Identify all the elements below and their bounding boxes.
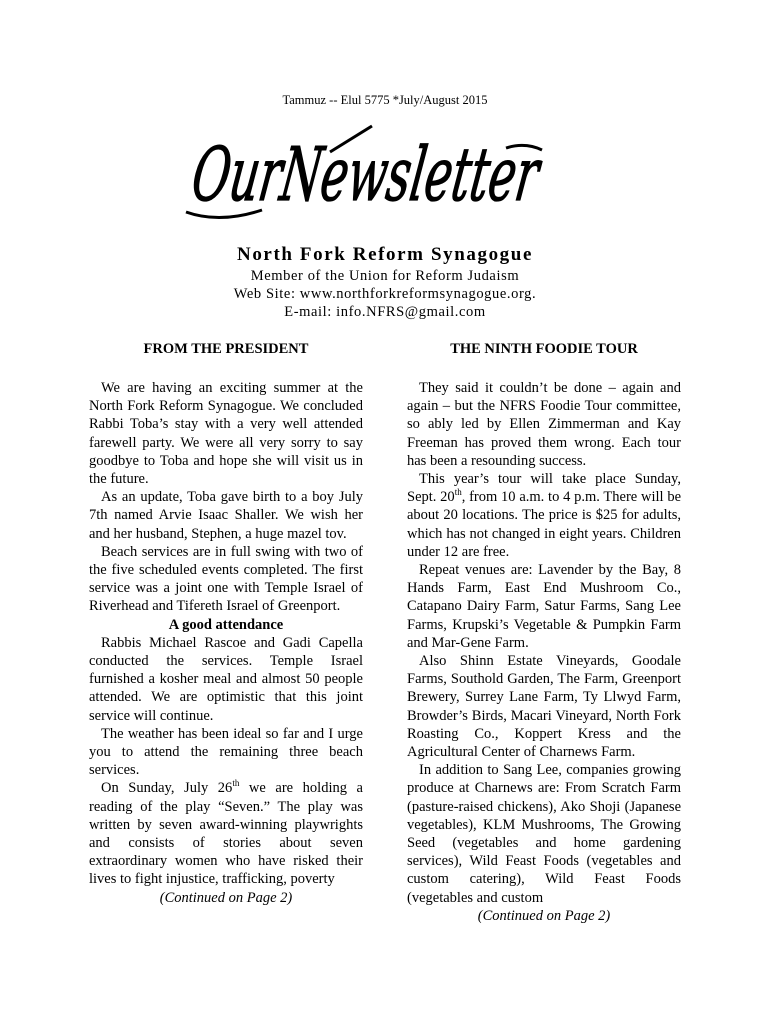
president-paragraph-1: We are having an exciting summer at the North Fork Reform Synagogue. We concluded Rabbi Toba’s stay with a very well attended farewell party. We were all very sorry to say goodbye to Toba and hope she will visit us in the future. xyxy=(89,380,363,488)
president-continued: (Continued on Page 2) xyxy=(159,889,293,906)
foodie-p2-sup: th xyxy=(454,487,462,498)
president-p6-start: On Sunday, July 26 xyxy=(101,780,233,797)
foodie-paragraph-1: They said it couldn’t be done – again and again – but the NFRS Foodie Tour committee, so ably led by Ellen Zimmerman and Kay Freeman has proved them wrong. Each tour has been a resounding success. xyxy=(407,380,681,469)
membership-line: Member of the Union for Reform Judaism xyxy=(250,268,520,284)
president-paragraph-5: The weather has been ideal so far and I urge you to attend the remaining three beach services. xyxy=(89,725,363,779)
dateline: Tammuz -- Elul 5775 *July/August 2015 xyxy=(282,93,488,107)
foodie-paragraph-3: Repeat venues are: Lavender by the Bay, 8 Hands Farm, East End Mushroom Co., Catapano Dairy Farm, Satur Farms, Sang Lee Farms, Krupski’s Vegetable & Pumpkin Farm and Mar-Gene Farm. xyxy=(407,562,681,651)
foodie-heading: THE NINTH FOODIE TOUR xyxy=(450,341,638,357)
president-column xyxy=(89,340,363,907)
president-paragraph-6 xyxy=(89,779,363,888)
foodie-paragraph-2 xyxy=(407,470,681,561)
president-paragraph-2: As an update, Toba gave birth to a boy July 7th named Arvie Isaac Shaller. We wish her and her husband, Stephen, a huge mazel tov. xyxy=(89,489,363,542)
president-subheading: A good attendance xyxy=(168,616,284,633)
president-paragraph-4: Rabbis Michael Rascoe and Gadi Capella conducted the services. Temple Israel furnished a kosher meal and almost 50 people attended. We are optimistic that this joint service will continue. xyxy=(89,634,363,724)
website-line: Web Site: www.northforkreformsynagogue.org. xyxy=(233,286,537,302)
foodie-column xyxy=(407,340,681,925)
president-heading: FROM THE PRESIDENT xyxy=(143,341,309,357)
president-paragraph-3: Beach services are in full swing with two of the five scheduled events completed. The first service was a joint one with Temple Israel of Riverhead and Tifereth Israel of Greenport. xyxy=(89,543,363,615)
newsletter-logo xyxy=(180,112,759,232)
president-p6-end: we are holding a reading of the play “Seven.” The play was written by seven award-winning playwrights and consists of stories about seven extraordinary women who have risked their lives to fight injustice, trafficking, poverty xyxy=(89,780,363,888)
foodie-p2-end: , from 10 a.m. to 4 p.m. There will be about 20 locations. The price is $25 for adults, which has not changed in eight years. Children under 12 are free. xyxy=(407,489,682,560)
email-line: E-mail: info.NFRS@gmail.com xyxy=(284,304,486,320)
foodie-continued: (Continued on Page 2) xyxy=(477,907,611,924)
foodie-paragraph-5: In addition to Sang Lee, companies growing produce at Charnews are: From Scratch Farm (pasture-raised chickens), Ako Shoji (Japanese vegetables), KLM Mushrooms, The Growing Seed (vegetables and home gardening services), Wild Feast Foods (vegetables and custom catering), Wild Feast Foods (vegetables and custom xyxy=(407,762,681,906)
foodie-p2-start: This year’s tour will take place Sunday, Sept. 20 xyxy=(407,471,681,506)
organization-name: North Fork Reform Synagogue xyxy=(237,244,533,265)
president-p6-sup: th xyxy=(232,778,240,789)
logo-wordmark: OurNewsletter xyxy=(187,131,759,218)
masthead xyxy=(0,243,770,321)
foodie-paragraph-4: Also Shinn Estate Vineyards, Goodale Farms, Southold Garden, The Farm, Greenport Brewery, Surrey Lane Farm, Ty Llwyd Farm, Browder’s Birds, Macari Vineyard, North Fork Roasting Co., Koppert Kress and the Agricultural Center of Charnews Farm. xyxy=(407,653,681,761)
